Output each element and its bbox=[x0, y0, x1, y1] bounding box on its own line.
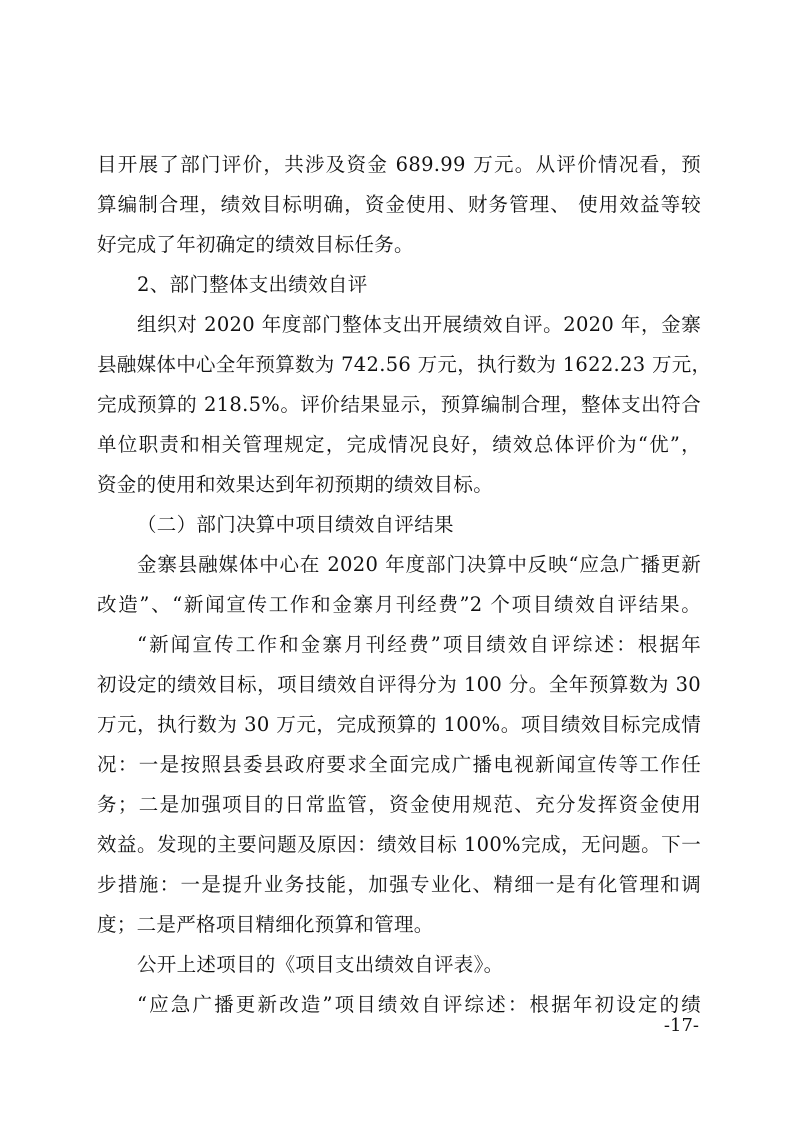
text-line: 金寨县融媒体中心在 2020 年度部门决算中反映“应急广播更新 bbox=[137, 553, 701, 576]
text-line: 资金的使用和效果达到年初预期的绩效目标。 bbox=[97, 473, 494, 496]
section-heading: 2、部门整体支出绩效自评 bbox=[137, 273, 368, 296]
text-line: 万元，执行数为 30 万元，完成预算的 100%。项目绩效目标完成情 bbox=[97, 713, 701, 736]
text-line: 完成预算的 218.5%。评价结果显示，预算编制合理，整体支出符合 bbox=[97, 393, 701, 416]
text-line: 算编制合理，绩效目标明确，资金使用、财务管理、 使用效益等较 bbox=[97, 193, 701, 216]
text-line: 度；二是严格项目精细化预算和管理。 bbox=[97, 913, 434, 936]
text-line: 初设定的绩效目标，项目绩效自评得分为 100 分。全年预算数为 30 bbox=[97, 673, 701, 696]
text-line: 组织对 2020 年度部门整体支出开展绩效自评。2020 年，金寨 bbox=[137, 313, 701, 336]
text-line: 公开上述项目的《项目支出绩效自评表》。 bbox=[137, 953, 504, 976]
text-line: 好完成了年初确定的绩效目标任务。 bbox=[97, 233, 414, 256]
text-line: “新闻宣传工作和金寨月刊经费”项目绩效自评综述：根据年 bbox=[137, 633, 701, 656]
body-text bbox=[97, 145, 712, 1025]
text-line: 单位职责和相关管理规定，完成情况良好，绩效总体评价为“优”， bbox=[97, 433, 701, 456]
text-line: 况：一是按照县委县政府要求全面完成广播电视新闻宣传等工作任 bbox=[97, 753, 701, 776]
text-line: 目开展了部门评价，共涉及资金 689.99 万元。从评价情况看，预 bbox=[97, 153, 701, 176]
text-line: 改造”、“新闻宣传工作和金寨月刊经费”2 个项目绩效自评结果。 bbox=[97, 593, 701, 616]
text-line: 务；二是加强项目的日常监管，资金使用规范、充分发挥资金使用 bbox=[97, 793, 701, 816]
text-line: “应急广播更新改造”项目绩效自评综述：根据年初设定的绩 bbox=[137, 993, 701, 1016]
section-heading: （二）部门决算中项目绩效自评结果 bbox=[137, 513, 454, 536]
text-line: 效益。发现的主要问题及原因：绩效目标 100%完成，无问题。下一 bbox=[97, 833, 701, 856]
text-line: 县融媒体中心全年预算数为 742.56 万元，执行数为 1622.23 万元， bbox=[97, 353, 712, 376]
page-number: -17- bbox=[663, 1015, 699, 1036]
text-line: 步措施：一是提升业务技能，加强专业化、精细一是有化管理和调 bbox=[97, 873, 701, 896]
